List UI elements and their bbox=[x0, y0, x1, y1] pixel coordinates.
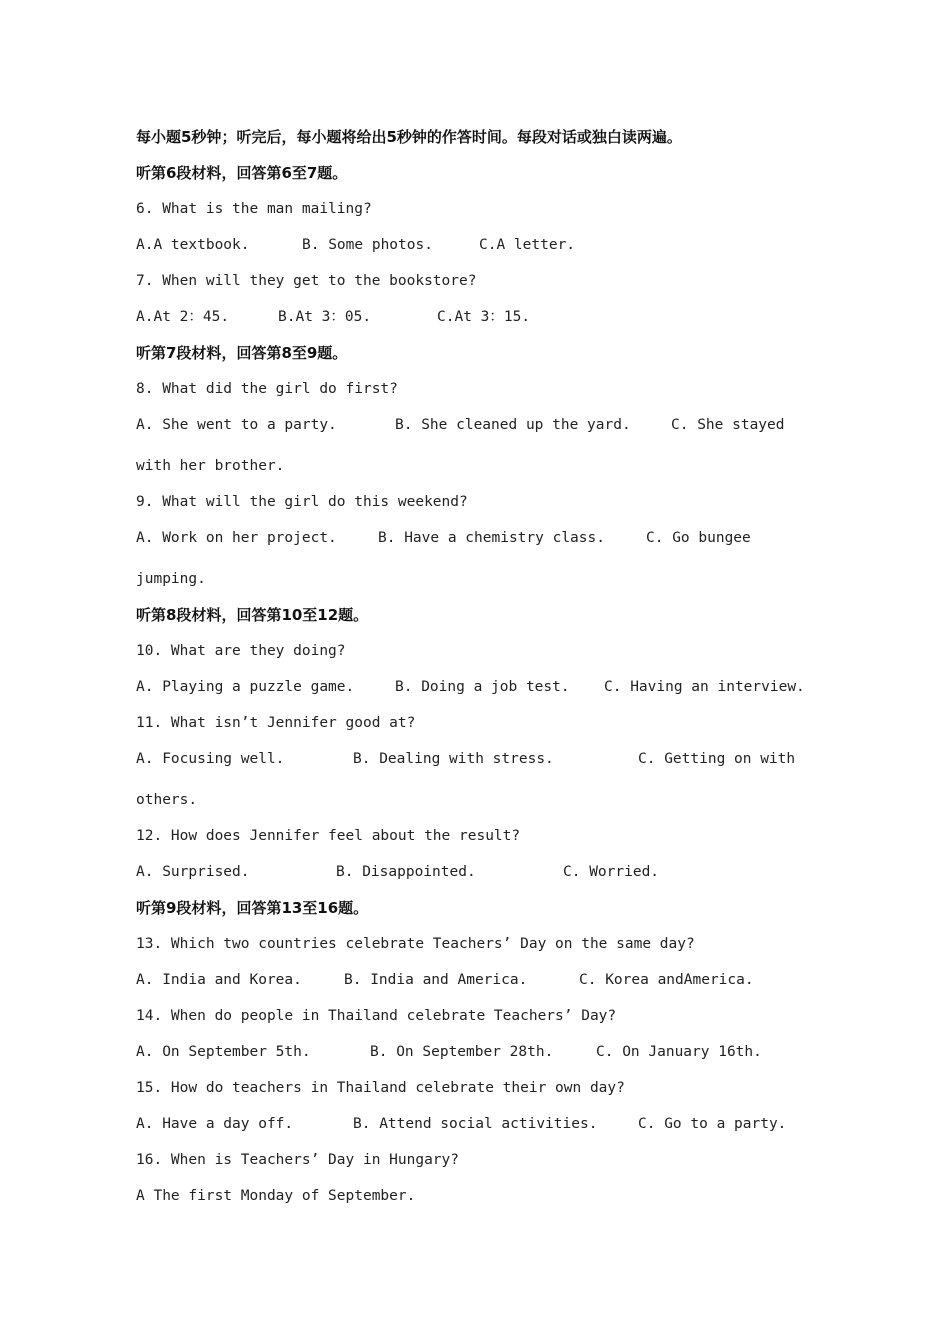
question-stem: 8. What did the girl do first? bbox=[136, 381, 398, 397]
option-b: B. India and America. bbox=[344, 972, 528, 988]
option-c: C. Korea andAmerica. bbox=[579, 972, 754, 988]
question-stem: 10. What are they doing? bbox=[136, 643, 346, 659]
option-a: A The first Monday of September. bbox=[136, 1188, 416, 1204]
option-continuation: jumping. bbox=[136, 571, 206, 587]
section-heading: 听第6段材料，回答第6至7题。 bbox=[136, 164, 348, 182]
option-b: B. Have a chemistry class. bbox=[378, 530, 605, 546]
option-c: C. Worried. bbox=[563, 864, 660, 880]
question-stem: 15. How do teachers in Thailand celebrate their own day? bbox=[136, 1080, 625, 1096]
option-b: B. She cleaned up the yard. bbox=[395, 417, 631, 433]
section-heading: 听第7段材料，回答第8至9题。 bbox=[136, 344, 348, 362]
option-a: A. Work on her project. bbox=[136, 530, 337, 546]
option-c: C. Go to a party. bbox=[638, 1116, 787, 1132]
option-c: C. On January 16th. bbox=[596, 1044, 762, 1060]
option-b: B. Disappointed. bbox=[336, 864, 476, 880]
instructions-text: 每小题5秒钟；听完后，每小题将给出5秒钟的作答时间。每段对话或独白读两遍。 bbox=[136, 128, 682, 146]
option-c: C.At 3：15. bbox=[437, 309, 531, 325]
section-heading: 听第9段材料，回答第13至16题。 bbox=[136, 899, 369, 917]
option-b: B.At 3：05. bbox=[278, 309, 372, 325]
option-b: B. Attend social activities. bbox=[353, 1116, 598, 1132]
option-a: A. On September 5th. bbox=[136, 1044, 311, 1060]
option-b: B. On September 28th. bbox=[370, 1044, 554, 1060]
section-heading: 听第8段材料，回答第10至12题。 bbox=[136, 606, 369, 624]
option-continuation: with her brother. bbox=[136, 458, 285, 474]
question-stem: 11. What isn’t Jennifer good at? bbox=[136, 715, 416, 731]
option-c: C. Go bungee bbox=[646, 530, 751, 546]
option-b: B. Some photos. bbox=[302, 237, 433, 253]
option-c: C.A letter. bbox=[479, 237, 576, 253]
option-continuation: others. bbox=[136, 792, 198, 808]
option-a: A.At 2：45. bbox=[136, 309, 230, 325]
option-a: A. India and Korea. bbox=[136, 972, 302, 988]
question-stem: 14. When do people in Thailand celebrate Teachers’ Day? bbox=[136, 1008, 617, 1024]
option-c: C. She stayed bbox=[671, 417, 785, 433]
option-a: A. Have a day off. bbox=[136, 1116, 294, 1132]
question-stem: 12. How does Jennifer feel about the result? bbox=[136, 828, 521, 844]
option-c: C. Getting on with bbox=[638, 751, 796, 767]
question-stem: 9. What will the girl do this weekend? bbox=[136, 494, 468, 510]
option-a: A. Surprised. bbox=[136, 864, 250, 880]
option-a: A. She went to a party. bbox=[136, 417, 337, 433]
question-stem: 6. What is the man mailing? bbox=[136, 201, 372, 217]
option-c: C. Having an interview. bbox=[604, 679, 805, 695]
option-b: B. Doing a job test. bbox=[395, 679, 570, 695]
option-a: A. Playing a puzzle game. bbox=[136, 679, 355, 695]
option-b: B. Dealing with stress. bbox=[353, 751, 554, 767]
option-a: A. Focusing well. bbox=[136, 751, 285, 767]
option-a: A.A textbook. bbox=[136, 237, 250, 253]
question-stem: 13. Which two countries celebrate Teachers’ Day on the same day? bbox=[136, 936, 695, 952]
question-stem: 7. When will they get to the bookstore? bbox=[136, 273, 477, 289]
question-stem: 16. When is Teachers’ Day in Hungary? bbox=[136, 1152, 460, 1168]
